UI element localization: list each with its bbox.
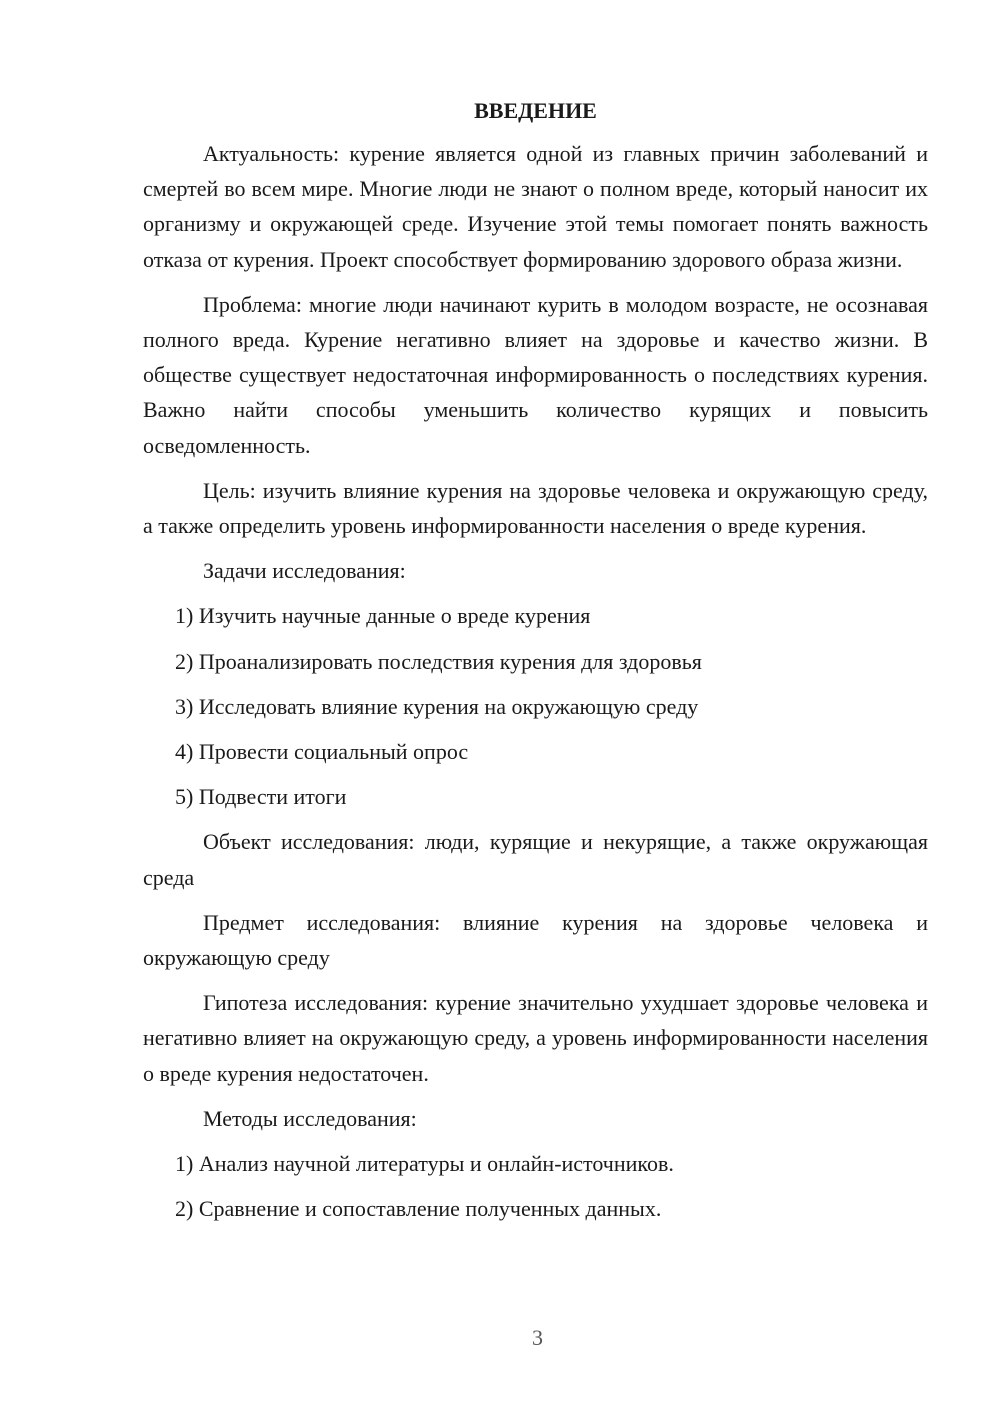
- page-number: 3: [532, 1325, 543, 1350]
- relevance-paragraph: Актуальность: курение является одной из главных причин заболеваний и смертей во всем мире. Многие люди не знают о полном вреде, который наносит их организму и окружающей среде. Изучение этой темы помогает понять важность отказа от курения. Проект способствует формированию здорового образа жизни.: [143, 141, 928, 272]
- task-item: 1) Изучить научные данные о вреде курения: [175, 603, 591, 629]
- subject-paragraph: Предмет исследования: влияние курения на здоровье человека и окружающую среду: [143, 909, 928, 971]
- problem-paragraph: Проблема: многие люди начинают курить в молодом возрасте, не осознавая полного вреда. Курение негативно влияет на здоровье и качество жизни. В обществе существует недостаточная информированность о последствиях курения. Важно найти способы уменьшить количество курящих и повысить осведомленность.: [143, 291, 928, 458]
- methods-heading: Методы исследования:: [203, 1105, 417, 1131]
- section-title: ВВЕДЕНИЕ: [474, 98, 597, 123]
- goal-paragraph: Цель: изучить влияние курения на здоровье человека и окружающую среду, а также определить уровень информированности населения о вреде курения.: [143, 477, 928, 539]
- object-paragraph: Объект исследования: люди, курящие и некурящие, а также окружающая среда: [143, 829, 928, 890]
- task-item: 4) Провести социальный опрос: [175, 739, 469, 765]
- tasks-heading: Задачи исследования:: [203, 558, 406, 584]
- document-page: [143, 94, 928, 1236]
- method-item: 2) Сравнение и сопоставление полученных данных.: [175, 1196, 662, 1222]
- task-item: 2) Проанализировать последствия курения для здоровья: [175, 648, 702, 674]
- hypothesis-paragraph: Гипотеза исследования: курение значительно ухудшает здоровье человека и негативно влияет на окружающую среду, а уровень информированности населения о вреде курения недостаточен.: [143, 990, 928, 1086]
- task-item: 5) Подвести итоги: [175, 784, 347, 810]
- method-item: 1) Анализ научной литературы и онлайн-источников.: [175, 1151, 674, 1177]
- task-item: 3) Исследовать влияние курения на окружающую среду: [175, 693, 699, 719]
